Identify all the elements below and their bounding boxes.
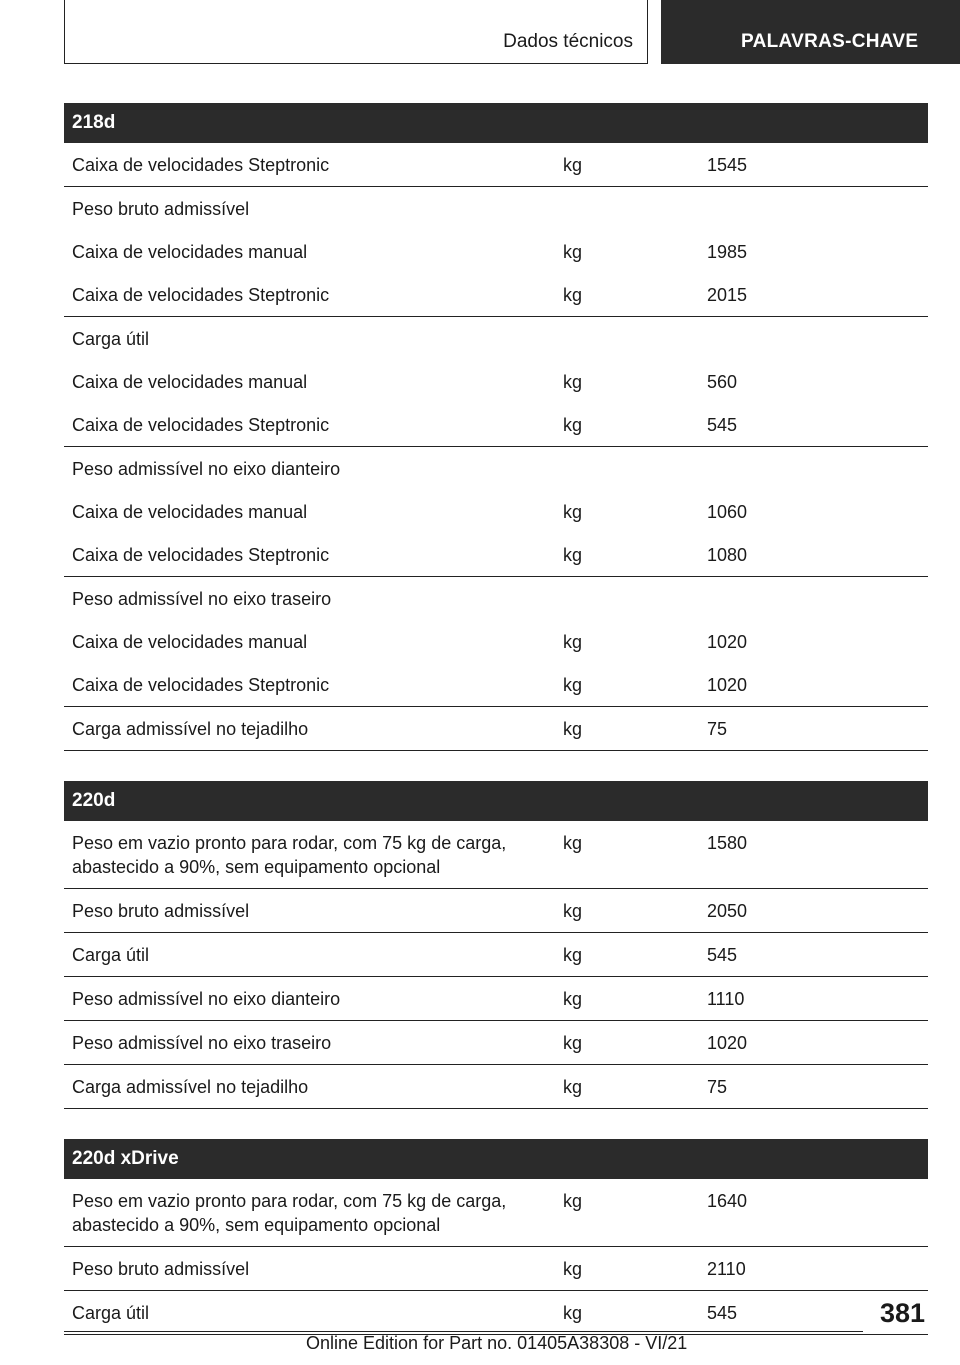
table-row [64, 187, 928, 231]
row-label: Carga admissível no tejadilho [64, 707, 555, 751]
row-value: 545 [699, 1291, 928, 1335]
row-label: Carga útil [72, 329, 150, 349]
row-label: Caixa de velocidades Steptronic [64, 273, 555, 317]
table-row [64, 577, 928, 621]
row-unit: kg [555, 143, 699, 187]
row-label: Peso admissível no eixo dianteiro [64, 977, 555, 1021]
row-label: Peso bruto admissível [64, 889, 555, 933]
row-label: Carga admissível no tejadilho [64, 1065, 555, 1109]
row-label: Peso em vazio pronto para rodar, com 75 kg de carga, abastecido a 90%, sem equipamento opcional [64, 1179, 555, 1247]
table-row [64, 663, 928, 707]
footer-edition: Online Edition for Part no. 01405A38308 - VI/21 [306, 1333, 688, 1353]
row-value: 75 [699, 707, 928, 751]
row-label: Carga útil [64, 933, 555, 977]
header-section-box [64, 0, 648, 64]
row-unit: kg [563, 242, 583, 262]
table-title: 220d [64, 781, 928, 821]
row-label: Peso admissível no eixo traseiro [64, 1021, 555, 1065]
table-row [64, 230, 928, 273]
table-row [64, 933, 928, 977]
spec-table [64, 103, 928, 751]
row-label: Caixa de velocidades Steptronic [64, 663, 555, 707]
row-value: 1060 [707, 502, 748, 522]
table-title: 220d xDrive [64, 1139, 928, 1179]
keywords-tab[interactable] [661, 0, 960, 64]
row-label: Peso bruto admissível [72, 199, 250, 219]
row-value: 1020 [699, 1021, 928, 1065]
table-row [64, 821, 928, 889]
row-value: 1545 [699, 143, 928, 187]
row-value: 545 [699, 403, 928, 447]
row-label: Caixa de velocidades manual [72, 372, 308, 392]
row-unit [555, 447, 699, 491]
row-label: Peso em vazio pronto para rodar, com 75 kg de carga, abastecido a 90%, sem equipamento opcional [64, 821, 555, 889]
footer-divider [64, 1331, 863, 1332]
row-unit [555, 577, 699, 621]
row-label: Peso bruto admissível [64, 1247, 555, 1291]
spec-tables [64, 103, 928, 1365]
row-value: 1985 [707, 242, 748, 262]
row-value: 545 [699, 933, 928, 977]
row-unit: kg [563, 632, 583, 652]
row-value: 2110 [699, 1247, 928, 1291]
row-unit: kg [555, 1021, 699, 1065]
row-value [699, 447, 928, 491]
row-label: Caixa de velocidades manual [72, 242, 308, 262]
table-row [64, 403, 928, 447]
row-value: 1020 [699, 663, 928, 707]
row-value: 1640 [699, 1179, 928, 1247]
row-label: Peso admissível no eixo dianteiro [72, 459, 341, 479]
row-label: Caixa de velocidades manual [72, 632, 308, 652]
table-row [64, 977, 928, 1021]
row-label: Peso admissível no eixo traseiro [72, 589, 332, 609]
table-row [64, 889, 928, 933]
row-value: 1020 [707, 632, 748, 652]
table-row [64, 490, 928, 533]
row-value: 1080 [699, 533, 928, 577]
row-label: Carga útil [64, 1291, 555, 1335]
table-title: 218d [64, 103, 928, 143]
row-label: Caixa de velocidades Steptronic [64, 143, 555, 187]
row-value: 2050 [699, 889, 928, 933]
row-label: Caixa de velocidades Steptronic [64, 403, 555, 447]
table-row [64, 317, 928, 361]
row-unit: kg [555, 663, 699, 707]
row-value [699, 317, 928, 361]
row-value: 75 [699, 1065, 928, 1109]
row-value: 1580 [699, 821, 928, 889]
row-unit: kg [555, 821, 699, 889]
row-unit: kg [555, 533, 699, 577]
row-value: 1110 [699, 977, 928, 1021]
row-unit: kg [555, 273, 699, 317]
table-row [64, 1247, 928, 1291]
section-title: Dados técnicos [503, 31, 633, 52]
row-label: Caixa de velocidades manual [72, 502, 308, 522]
row-unit: kg [555, 1247, 699, 1291]
row-unit: kg [555, 403, 699, 447]
row-unit: kg [555, 1291, 699, 1335]
row-unit: kg [555, 1065, 699, 1109]
table-row [64, 1179, 928, 1247]
row-unit: kg [555, 1179, 699, 1247]
row-unit: kg [555, 889, 699, 933]
row-unit: kg [563, 502, 583, 522]
row-unit: kg [563, 372, 583, 392]
row-unit: kg [555, 933, 699, 977]
table-row [64, 1065, 928, 1109]
table-row [64, 533, 928, 577]
row-value [699, 187, 928, 231]
row-value: 2015 [699, 273, 928, 317]
table-row [64, 1291, 928, 1335]
row-value: 560 [707, 372, 738, 392]
row-unit: kg [555, 707, 699, 751]
table-row [64, 273, 928, 317]
spec-table [64, 781, 928, 1109]
table-row [64, 620, 928, 663]
page-number: 381 [879, 1298, 925, 1328]
table-row [64, 1021, 928, 1065]
keywords-tab-label: PALAVRAS-CHAVE [741, 31, 919, 52]
table-row [64, 360, 928, 403]
spec-table [64, 1139, 928, 1335]
row-unit: kg [555, 977, 699, 1021]
row-value [699, 577, 928, 621]
row-unit [555, 317, 699, 361]
table-row [64, 447, 928, 491]
row-unit [555, 187, 699, 231]
table-row [64, 143, 928, 187]
table-row [64, 707, 928, 751]
row-label: Caixa de velocidades Steptronic [64, 533, 555, 577]
